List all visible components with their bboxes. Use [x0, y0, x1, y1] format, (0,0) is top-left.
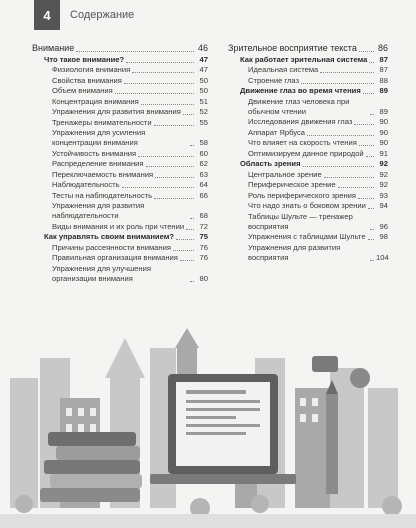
toc-entry: [32, 65, 208, 75]
toc-entry-page: 75: [199, 232, 208, 241]
toc-entry-title: Тесты на наблюдательность: [52, 190, 153, 200]
toc-entry-title: Упражнения с таблицами Шульте: [248, 232, 366, 241]
toc-entry-title: Роль периферического зрения: [248, 190, 357, 200]
toc-entry-page: 91: [379, 148, 388, 158]
toc-entry: [228, 76, 388, 86]
toc-leader-dots: [138, 156, 194, 157]
toc-entry: [228, 191, 388, 201]
toc-leader-dots: [366, 156, 374, 157]
toc-leader-dots: [124, 83, 194, 84]
toc-entry-title: Внимание: [32, 43, 75, 53]
toc-entry-page: 89: [379, 106, 388, 116]
header-title: Содержание: [70, 9, 135, 21]
toc-entry: [228, 138, 388, 148]
toc-entry-page: 46: [197, 43, 208, 53]
toc-leader-dots: [141, 104, 194, 105]
toc-leader-dots: [132, 72, 194, 73]
toc-entry-title: Что надо знать о боковом зрении: [248, 201, 366, 210]
toc-entry-page: 76: [199, 242, 208, 252]
toc-leader-dots: [190, 145, 194, 146]
toc-leader-dots: [363, 93, 374, 94]
toc-entry: [228, 43, 388, 54]
toc-entry: [32, 264, 208, 284]
toc-entry: [228, 117, 388, 127]
toc-leader-dots: [370, 229, 374, 230]
toc-entry-page: 63: [199, 169, 208, 179]
toc-leader-dots: [359, 51, 374, 52]
toc-entry-page: 47: [199, 65, 208, 74]
toc-entry-title: Распределение внимания: [52, 159, 144, 168]
toc-entry-title: Что такое внимание?: [44, 54, 125, 64]
toc-entry: [32, 180, 208, 190]
toc-entry-title: Движение глаз человека при обычном чтении: [248, 96, 350, 116]
toc-leader-dots: [115, 93, 194, 94]
toc-entry-page: 55: [199, 117, 208, 127]
toc-entry-title: Идеальная система: [248, 65, 319, 74]
toc-leader-dots: [190, 218, 194, 219]
toc-leader-dots: [320, 72, 374, 73]
toc-entry-title: Как работает зрительная система: [240, 54, 368, 64]
toc-entry-title: Оптимизируем данное природой: [248, 148, 364, 158]
toc-entry-title: Движение глаз во время чтения: [240, 86, 361, 95]
toc-left-column: [32, 42, 208, 284]
toc-entry: [32, 107, 208, 117]
toc-leader-dots: [122, 187, 194, 188]
toc-entry-page: 90: [379, 127, 388, 137]
toc-leader-dots: [76, 51, 194, 52]
toc-entry-title: Исследования движения глаз: [248, 117, 353, 126]
toc-entry-page: 94: [379, 201, 388, 210]
toc-entry: [32, 128, 208, 148]
toc-entry-page: 72: [199, 221, 208, 231]
toc-entry-page: 92: [379, 169, 388, 179]
toc-entry-page: 52: [199, 107, 208, 116]
toc-entry: [228, 170, 388, 180]
toc-entry: [32, 243, 208, 253]
toc-leader-dots: [368, 239, 374, 240]
toc-entry: [228, 149, 388, 159]
toc-entry-title: Упражнения для улучшения организации внимания: [52, 263, 151, 283]
toc-entry-page: 50: [199, 86, 208, 95]
toc-entry-page: 87: [379, 54, 388, 64]
toc-leader-dots: [176, 239, 194, 240]
toc-entry-title: Тренажеры внимательности: [52, 117, 152, 127]
toc-entry-page: 60: [199, 148, 208, 158]
toc-leader-dots: [154, 125, 194, 126]
toc-entry-title: Упражнения для развития восприятия: [248, 242, 341, 262]
toc-entry: [32, 201, 208, 221]
toc-entry-title: Строение глаз: [248, 75, 300, 85]
toc-entry-title: Упражнения для развития внимания: [52, 107, 181, 116]
toc-entry-page: 50: [199, 75, 208, 85]
toc-leader-dots: [303, 166, 375, 167]
toc-entry: [32, 159, 208, 169]
toc-entry: [228, 180, 388, 190]
toc-entry-title: Концентрация внимания: [52, 96, 139, 106]
toc-entry-title: Периферическое зрение: [248, 180, 336, 189]
toc-leader-dots: [324, 177, 374, 178]
toc-leader-dots: [368, 208, 374, 209]
toc-entry: [32, 43, 208, 54]
toc-entry-title: Упражнения для усиления концентрации внимания: [52, 128, 146, 147]
toc-entry-page: 76: [199, 253, 208, 262]
toc-entry: [228, 201, 388, 211]
toc-entry: [32, 232, 208, 242]
toc-leader-dots: [307, 135, 374, 136]
toc-entry: [32, 97, 208, 107]
toc-entry: [32, 191, 208, 201]
toc-entry-page: 68: [199, 211, 208, 220]
toc-entry-title: Свойства внимания: [52, 75, 122, 85]
toc-entry-title: Причины рассеянности внимания: [52, 242, 171, 252]
toc-leader-dots: [126, 62, 194, 63]
toc-entry-page: 47: [199, 54, 208, 64]
toc-entry: [228, 232, 388, 242]
toc-entry: [32, 149, 208, 159]
toc-entry: [228, 97, 388, 117]
toc-entry: [32, 253, 208, 263]
toc-entry-page: 96: [379, 221, 388, 231]
toc-leader-dots: [186, 229, 194, 230]
toc-entry-page: 87: [379, 65, 388, 74]
toc-entry: [228, 65, 388, 75]
toc-entry-title: Устойчивость внимания: [52, 148, 137, 158]
toc-leader-dots: [180, 260, 194, 261]
toc-entry: [228, 159, 388, 169]
toc-entry: [32, 170, 208, 180]
toc-entry-title: Физиология внимания: [52, 65, 131, 74]
toc-entry-page: 88: [379, 75, 388, 85]
toc-entry: [228, 86, 388, 96]
toc-leader-dots: [183, 114, 194, 115]
toc-entry-page: 51: [199, 96, 208, 106]
toc-leader-dots: [354, 124, 374, 125]
toc-entry-page: 92: [379, 180, 388, 189]
toc-entry: [32, 55, 208, 65]
toc-entry: [32, 222, 208, 232]
toc-entry-page: 90: [379, 138, 388, 147]
toc-entry-page: 58: [199, 138, 208, 147]
toc-entry: [228, 212, 388, 232]
toc-entry-page: 80: [199, 273, 208, 283]
toc-entry-title: Что влияет на скорость чтения: [248, 138, 357, 147]
toc-leader-dots: [173, 250, 194, 251]
toc-entry: [228, 128, 388, 138]
page-header: [0, 0, 416, 32]
toc-entry-title: Как управлять своим вниманием?: [44, 232, 174, 241]
toc-entry-page: 92: [379, 159, 388, 168]
toc-entry-page: 62: [199, 159, 208, 168]
page-number: 4: [34, 0, 60, 30]
toc-entry: [32, 86, 208, 96]
toc-entry-title: Правильная организация внимания: [52, 253, 178, 262]
pencil: [326, 394, 338, 494]
toc-entry-page: 104: [376, 252, 389, 262]
toc-leader-dots: [359, 145, 374, 146]
toc-entry-title: Область зрения: [240, 159, 301, 168]
toc-leader-dots: [369, 62, 374, 63]
toc-leader-dots: [370, 114, 374, 115]
toc-entry-page: 66: [199, 190, 208, 200]
toc-entry-page: 93: [379, 190, 388, 200]
toc-leader-dots: [338, 187, 374, 188]
toc-entry: [32, 76, 208, 86]
toc-entry-title: Центральное зрение: [248, 169, 322, 179]
toc-entry-title: Зрительное восприятие текста: [228, 43, 357, 53]
toc-entry-page: 98: [379, 232, 388, 241]
toc-entry: [32, 118, 208, 128]
toc-leader-dots: [154, 198, 194, 199]
toc-entry-page: 90: [379, 117, 388, 126]
speech-bubble: [312, 356, 338, 372]
toc-entry-title: Виды внимания и их роль при чтении: [52, 221, 185, 231]
toc-entry: [228, 243, 388, 263]
toc-leader-dots: [358, 198, 374, 199]
toc-entry-title: Объем внимания: [52, 86, 113, 95]
toc-entry-page: 64: [199, 180, 208, 189]
toc-entry-title: Переключаемость внимания: [52, 169, 154, 179]
toc-entry-title: Упражнения для развития наблюдательности: [52, 201, 145, 220]
toc-entry-title: Наблюдательность: [52, 180, 120, 189]
toc-leader-dots: [146, 166, 194, 167]
toc-entry-title: Таблицы Шульте — тренажер восприятия: [248, 211, 353, 231]
toc-leader-dots: [370, 260, 374, 261]
toc-entry-page: 89: [379, 86, 388, 95]
toc-leader-dots: [190, 281, 194, 282]
city-books-illustration: [0, 318, 416, 528]
toc-entry: [228, 55, 388, 65]
toc-right-column: [228, 42, 388, 263]
toc-leader-dots: [301, 83, 374, 84]
toc-entry-page: 86: [377, 43, 388, 53]
toc-entry-title: Аппарат Ярбуса: [248, 127, 306, 137]
toc-leader-dots: [155, 177, 194, 178]
